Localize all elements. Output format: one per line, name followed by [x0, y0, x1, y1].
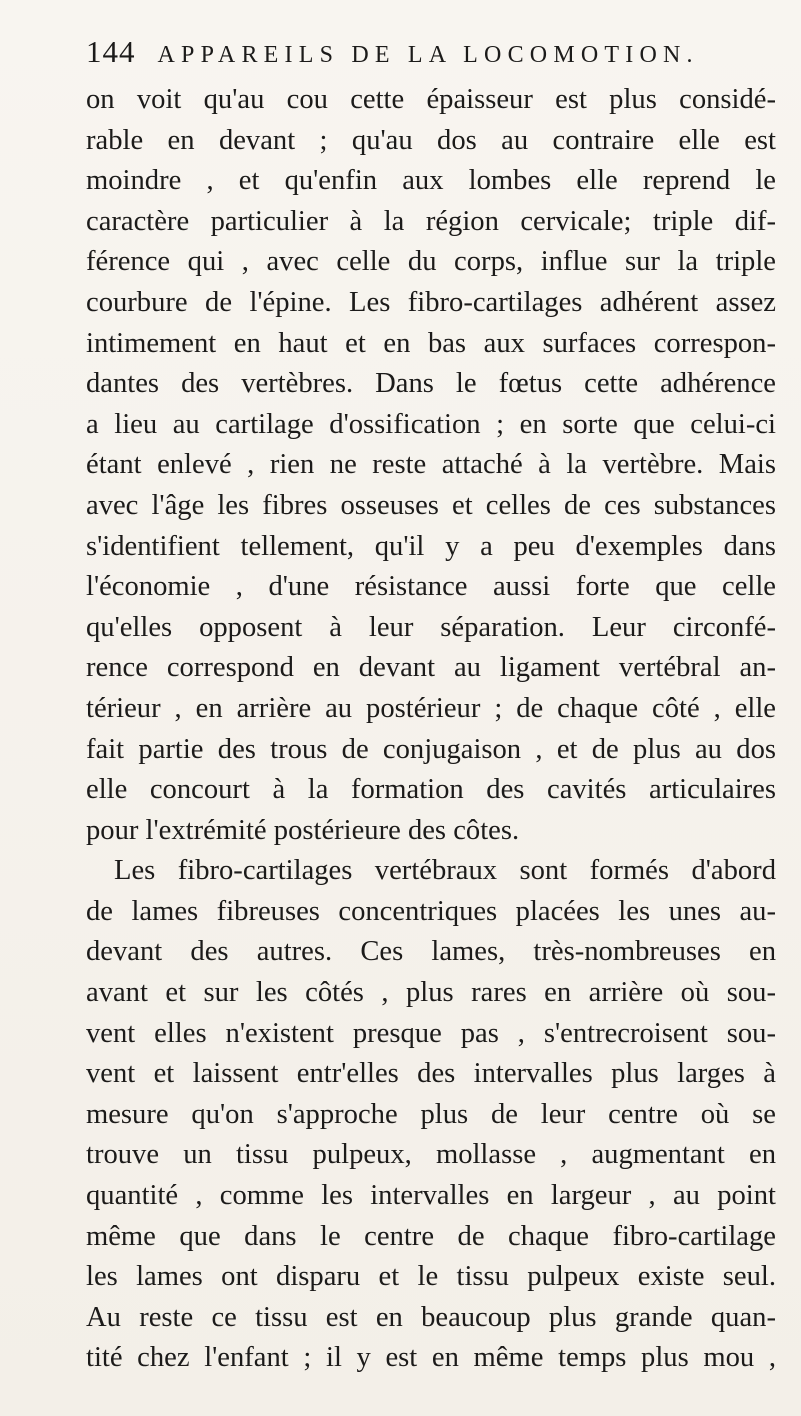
text-line: moindre , et qu'enfin aux lombes elle reprend le: [86, 165, 776, 197]
text-line: Au reste ce tissu est en beaucoup plus grande quan-: [86, 1301, 776, 1333]
text-line: étant enlevé , rien ne reste attaché à la vertèbre. Mais: [86, 449, 776, 481]
text-line: quantité , comme les intervalles en largeur , au point: [86, 1180, 776, 1212]
page-number: 144: [86, 34, 136, 69]
text-line: rable en devant ; qu'au dos au contraire elle est: [86, 124, 776, 156]
running-head: APPAREILS DE LA LOCOMOTION.: [157, 42, 699, 68]
text-line: trouve un tissu pulpeux, mollasse , augmentant en: [86, 1139, 776, 1171]
text-line: tité chez l'enfant ; il y est en même temps plus mou ,: [86, 1342, 776, 1374]
text-line: rence correspond en devant au ligament vertébral an-: [86, 652, 776, 684]
text-line: caractère particulier à la région cervicale; triple dif-: [86, 205, 776, 237]
text-line: avant et sur les côtés , plus rares en arrière où sou-: [86, 977, 776, 1009]
text-line: qu'elles opposent à leur séparation. Leur circonfé-: [86, 611, 776, 643]
text-line: a lieu au cartilage d'ossification ; en sorte que celui-ci: [86, 408, 776, 440]
text-line: elle concourt à la formation des cavités articulaires: [86, 774, 776, 806]
text-line: s'identifient tellement, qu'il y a peu d'exemples dans: [86, 530, 776, 562]
text-line: devant des autres. Ces lames, très-nombreuses en: [86, 936, 776, 968]
text-line: térieur , en arrière au postérieur ; de chaque côté , elle: [86, 692, 776, 724]
text-line: de lames fibreuses concentriques placées les unes au-: [86, 895, 776, 927]
text-line: intimement en haut et en bas aux surfaces correspon-: [86, 327, 776, 359]
text-line: les lames ont disparu et le tissu pulpeux existe seul.: [86, 1261, 776, 1293]
paragraph-start-line: Les fibro-cartilages vertébraux sont formés d'abord: [114, 855, 776, 887]
text-line: vent elles n'existent presque pas , s'entrecroisent sou-: [86, 1017, 776, 1049]
page-header: [86, 34, 776, 78]
text-line: vent et laissent entr'elles des intervalles plus larges à: [86, 1058, 776, 1090]
text-line: l'économie , d'une résistance aussi forte que celle: [86, 571, 776, 603]
text-line: pour l'extrémité postérieure des côtes.: [86, 814, 520, 846]
text-line: dantes des vertèbres. Dans le fœtus cette adhérence: [86, 368, 776, 400]
text-line: mesure qu'on s'approche plus de leur centre où se: [86, 1098, 776, 1130]
text-line: courbure de l'épine. Les fibro-cartilages adhérent assez: [86, 286, 776, 318]
text-line: férence qui , avec celle du corps, influe sur la triple: [86, 246, 776, 278]
text-line: avec l'âge les fibres osseuses et celles de ces substances: [86, 489, 776, 521]
body-text: [86, 80, 776, 1379]
text-line: on voit qu'au cou cette épaisseur est plus considé-: [86, 84, 776, 115]
text-line: même que dans le centre de chaque fibro-cartilage: [86, 1220, 776, 1252]
text-line: fait partie des trous de conjugaison , et de plus au dos: [86, 733, 776, 765]
